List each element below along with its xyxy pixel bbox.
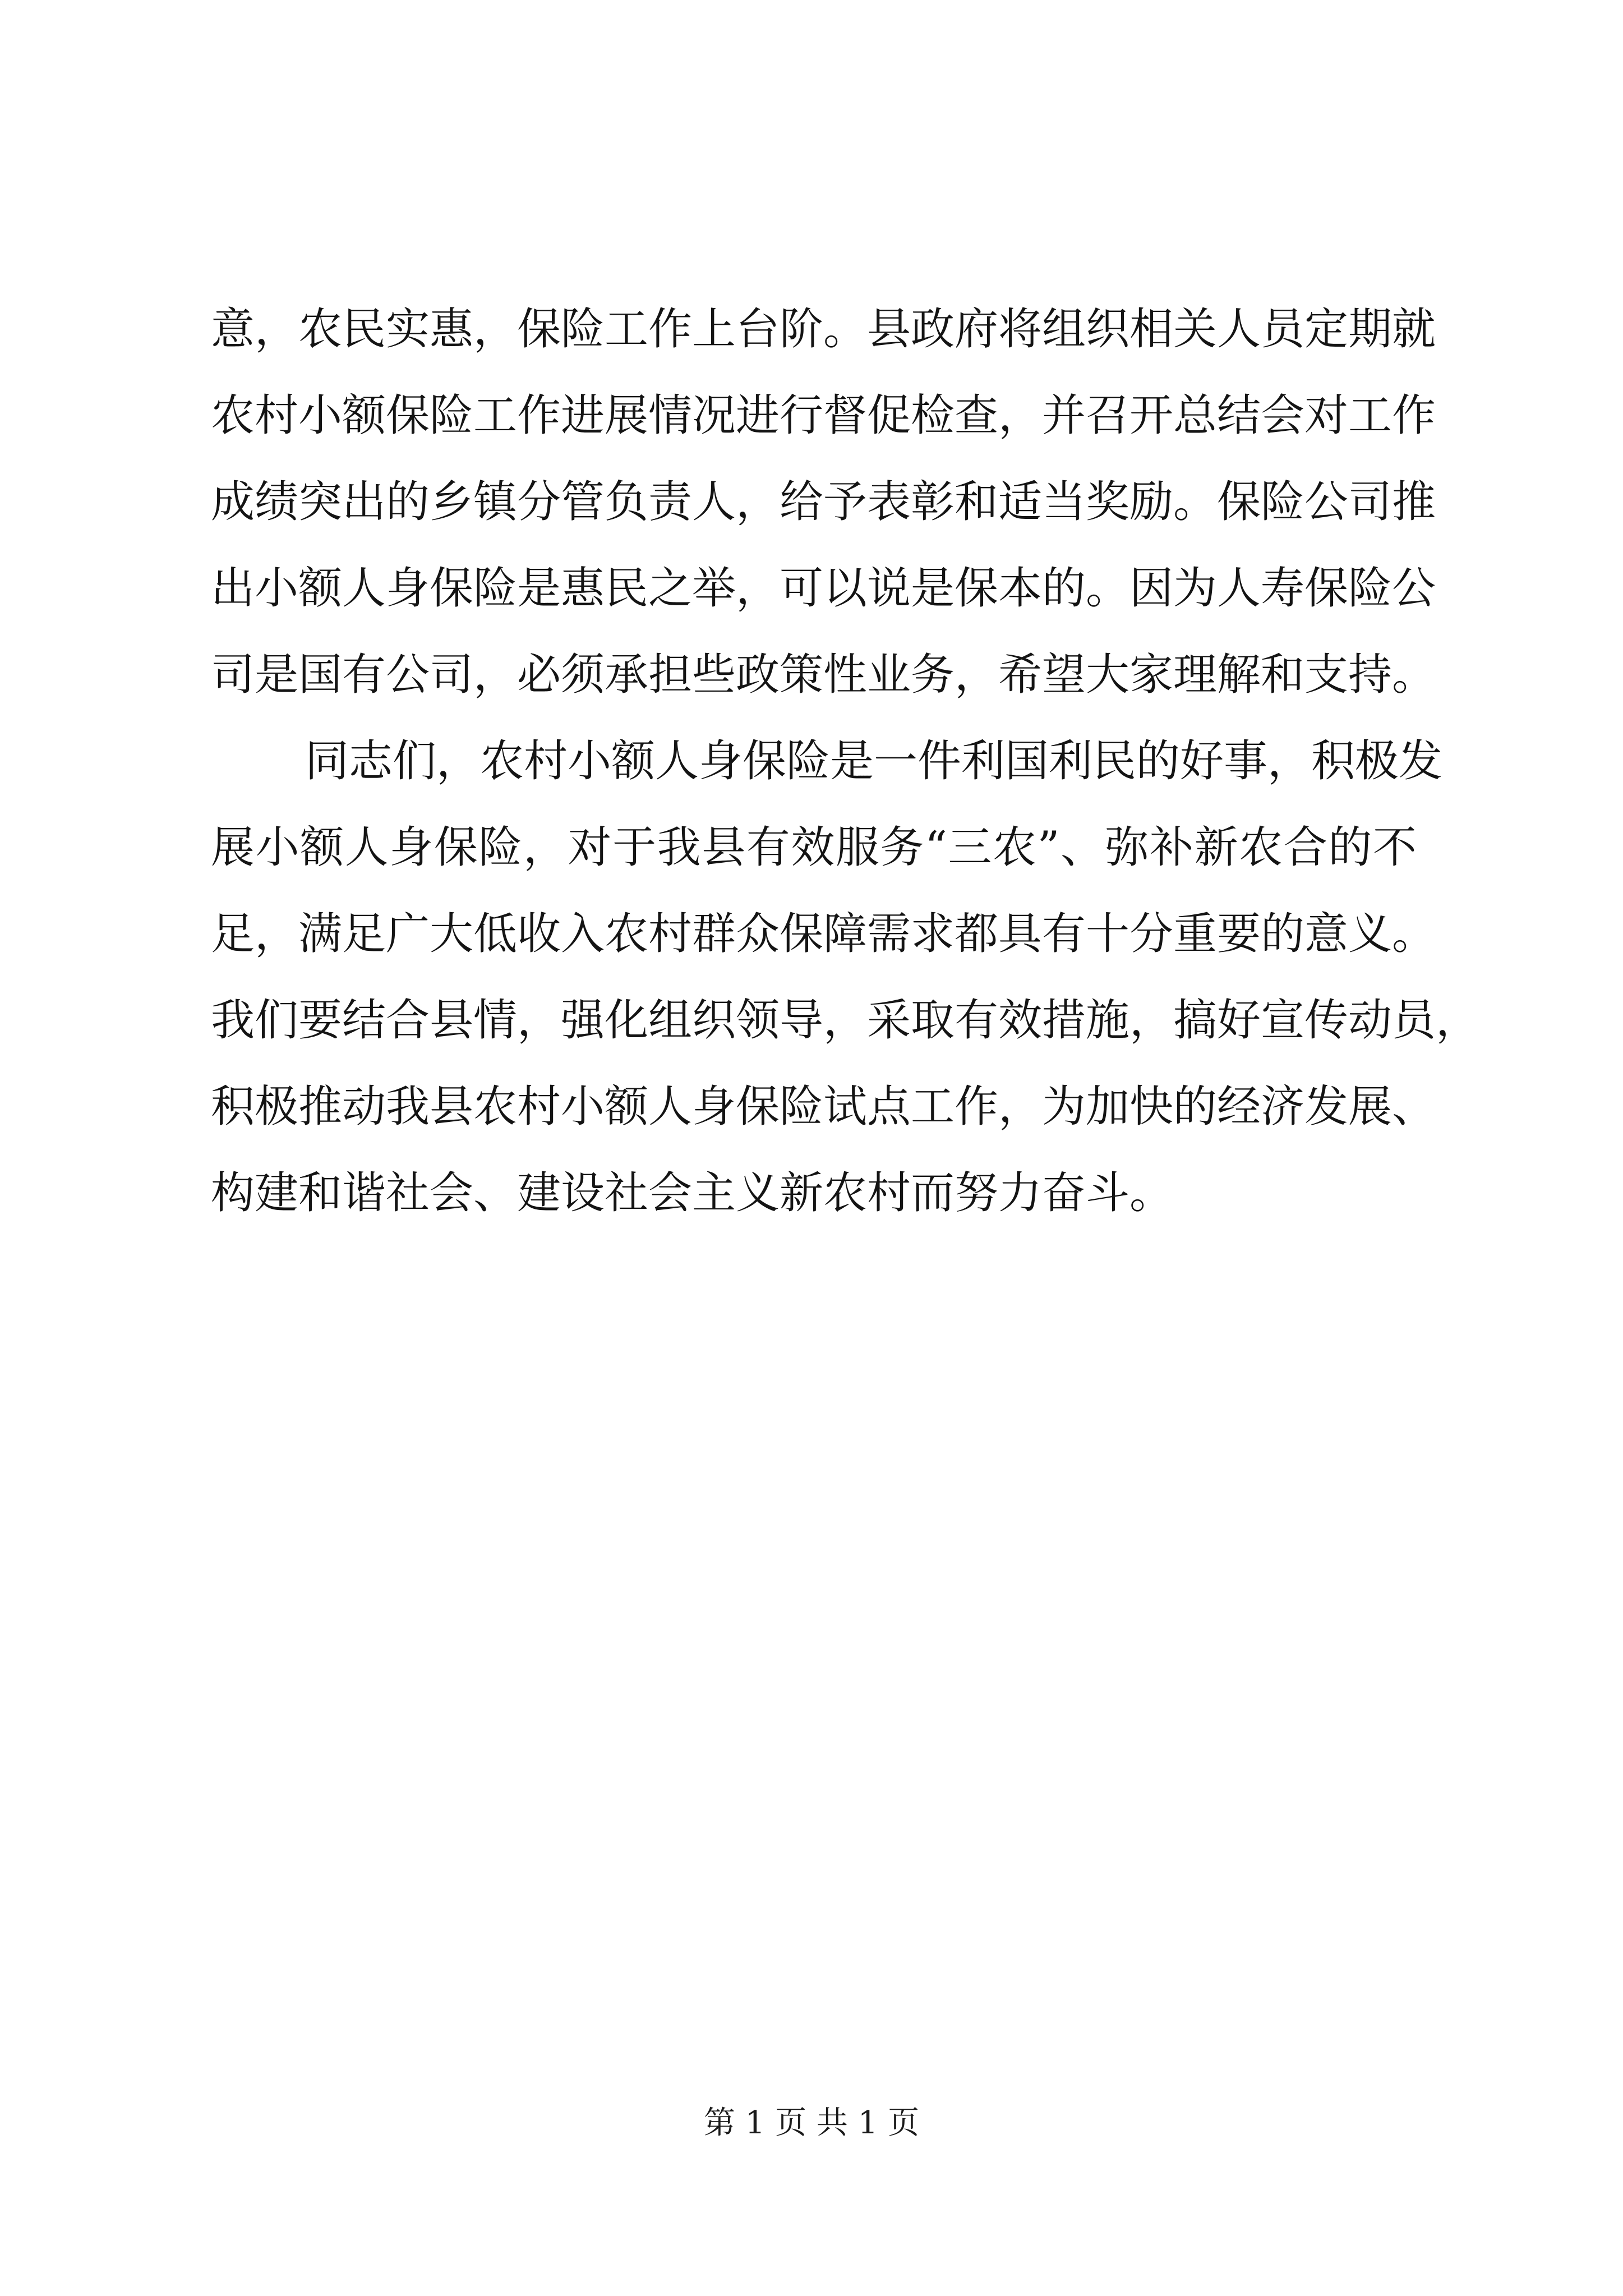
text-line-9: 我们要结合县情，强化组织领导，采取有效措施，搞好宣传动员， (211, 995, 1480, 1046)
text-line-8: 足，满足广大低收入农村群众保障需求都具有十分重要的意义。 (211, 909, 1436, 959)
page-footer: 第 1 页 共 1 页 (703, 2105, 920, 2141)
text-line-5: 司是国有公司，必须承担些政策性业务，希望大家理解和支持。 (211, 650, 1436, 700)
text-line-3: 成绩突出的乡镇分管负责人，给予表彰和适当奖励。保险公司推 (211, 477, 1436, 527)
text-line-1: 意，农民实惠，保险工作上台阶。县政府将组织相关人员定期就 (211, 304, 1436, 355)
text-line-11: 构建和谐社会、建设社会主义新农村而努力奋斗。 (211, 1168, 1174, 1218)
text-line-4: 出小额人身保险是惠民之举，可以说是保本的。因为人寿保险公 (211, 563, 1436, 614)
text-line-10: 积极推动我县农村小额人身保险试点工作，为加快的经济发展、 (211, 1082, 1436, 1132)
text-line-6: 同志们，农村小额人身保险是一件利国利民的好事，积极发 (305, 736, 1443, 786)
text-line-2: 农村小额保险工作进展情况进行督促检查，并召开总结会对工作 (211, 390, 1436, 441)
text-line-7: 展小额人身保险，对于我县有效服务“三农”、弥补新农合的不 (211, 822, 1417, 873)
